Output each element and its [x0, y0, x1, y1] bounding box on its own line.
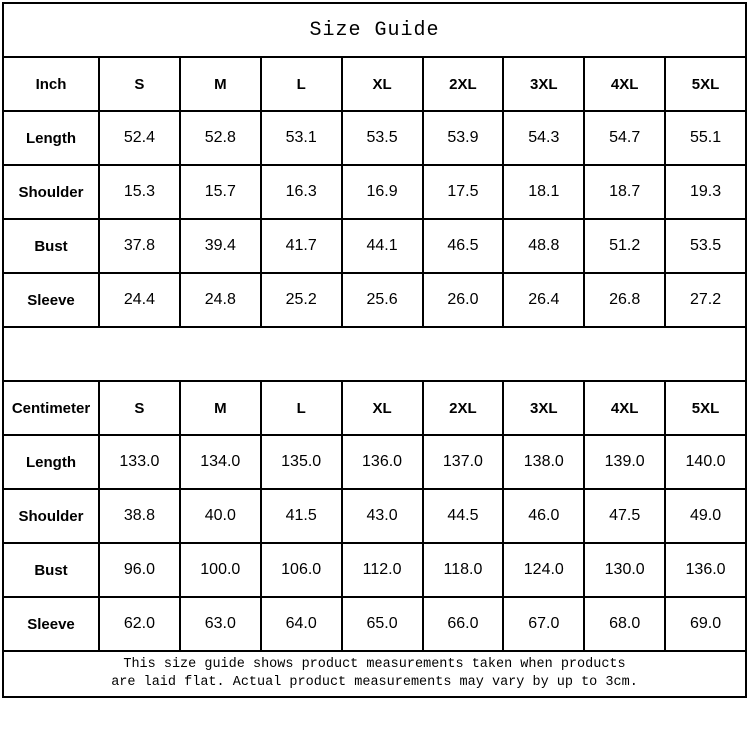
- measurement-value-cell: 63.0: [180, 597, 261, 651]
- measurement-value-cell: 25.2: [261, 273, 342, 327]
- measurement-value-cell: 138.0: [503, 435, 584, 489]
- measurement-row: [3, 489, 746, 543]
- size-column-header: 4XL: [584, 57, 665, 111]
- measurement-value-cell: 53.9: [423, 111, 504, 165]
- measurement-value-cell: 62.0: [99, 597, 180, 651]
- measurement-value-cell: 65.0: [342, 597, 423, 651]
- footer-row: [3, 651, 746, 697]
- spacer-row: [3, 327, 746, 381]
- size-column-header: M: [180, 381, 261, 435]
- unit-label-cell: Centimeter: [3, 381, 99, 435]
- measurement-value-cell: 40.0: [180, 489, 261, 543]
- size-header-row: [3, 57, 746, 111]
- size-column-header: 2XL: [423, 57, 504, 111]
- measurement-value-cell: 135.0: [261, 435, 342, 489]
- measurement-value-cell: 54.3: [503, 111, 584, 165]
- size-column-header: 5XL: [665, 381, 746, 435]
- measurement-value-cell: 24.4: [99, 273, 180, 327]
- size-column-header: S: [99, 57, 180, 111]
- measurement-label-cell: Length: [3, 435, 99, 489]
- size-column-header: S: [99, 381, 180, 435]
- measurement-value-cell: 133.0: [99, 435, 180, 489]
- measurement-value-cell: 44.1: [342, 219, 423, 273]
- measurement-value-cell: 118.0: [423, 543, 504, 597]
- measurement-value-cell: 69.0: [665, 597, 746, 651]
- measurement-value-cell: 26.8: [584, 273, 665, 327]
- measurement-value-cell: 112.0: [342, 543, 423, 597]
- size-guide-table: [2, 2, 747, 698]
- measurement-value-cell: 136.0: [342, 435, 423, 489]
- measurement-label-cell: Shoulder: [3, 165, 99, 219]
- measurement-label-cell: Sleeve: [3, 273, 99, 327]
- size-column-header: L: [261, 381, 342, 435]
- measurement-value-cell: 51.2: [584, 219, 665, 273]
- measurement-value-cell: 130.0: [584, 543, 665, 597]
- measurement-row: [3, 165, 746, 219]
- measurement-value-cell: 26.4: [503, 273, 584, 327]
- measurement-value-cell: 140.0: [665, 435, 746, 489]
- unit-label-cell: Inch: [3, 57, 99, 111]
- size-column-header: XL: [342, 57, 423, 111]
- measurement-value-cell: 139.0: [584, 435, 665, 489]
- footer-note: [3, 651, 746, 697]
- measurement-value-cell: 66.0: [423, 597, 504, 651]
- title-section: [3, 3, 746, 57]
- measurement-value-cell: 134.0: [180, 435, 261, 489]
- size-column-header: XL: [342, 381, 423, 435]
- measurement-value-cell: 55.1: [665, 111, 746, 165]
- size-column-header: 4XL: [584, 381, 665, 435]
- size-column-header: 3XL: [503, 381, 584, 435]
- measurement-row: [3, 597, 746, 651]
- measurement-value-cell: 18.1: [503, 165, 584, 219]
- measurement-value-cell: 24.8: [180, 273, 261, 327]
- inch-table-body: [3, 57, 746, 327]
- size-column-header: M: [180, 57, 261, 111]
- size-column-header: 3XL: [503, 57, 584, 111]
- title-row: [3, 3, 746, 57]
- measurement-value-cell: 53.5: [665, 219, 746, 273]
- measurement-value-cell: 106.0: [261, 543, 342, 597]
- measurement-value-cell: 68.0: [584, 597, 665, 651]
- measurement-value-cell: 25.6: [342, 273, 423, 327]
- measurement-value-cell: 18.7: [584, 165, 665, 219]
- footer-note-line-1: This size guide shows product measurements taken when products: [123, 657, 626, 672]
- measurement-value-cell: 100.0: [180, 543, 261, 597]
- measurement-value-cell: 53.5: [342, 111, 423, 165]
- measurement-value-cell: 64.0: [261, 597, 342, 651]
- measurement-value-cell: 15.3: [99, 165, 180, 219]
- measurement-value-cell: 137.0: [423, 435, 504, 489]
- measurement-label-cell: Bust: [3, 219, 99, 273]
- measurement-row: [3, 273, 746, 327]
- measurement-value-cell: 47.5: [584, 489, 665, 543]
- measurement-value-cell: 16.3: [261, 165, 342, 219]
- measurement-value-cell: 124.0: [503, 543, 584, 597]
- measurement-value-cell: 49.0: [665, 489, 746, 543]
- measurement-value-cell: 19.3: [665, 165, 746, 219]
- measurement-value-cell: 38.8: [99, 489, 180, 543]
- measurement-value-cell: 17.5: [423, 165, 504, 219]
- measurement-value-cell: 136.0: [665, 543, 746, 597]
- measurement-value-cell: 37.8: [99, 219, 180, 273]
- measurement-value-cell: 52.8: [180, 111, 261, 165]
- measurement-value-cell: 41.7: [261, 219, 342, 273]
- size-column-header: L: [261, 57, 342, 111]
- measurement-value-cell: 46.0: [503, 489, 584, 543]
- measurement-row: [3, 219, 746, 273]
- measurement-value-cell: 54.7: [584, 111, 665, 165]
- measurement-row: [3, 543, 746, 597]
- measurement-value-cell: 48.8: [503, 219, 584, 273]
- size-header-row: [3, 381, 746, 435]
- measurement-value-cell: 26.0: [423, 273, 504, 327]
- cm-table-body: [3, 381, 746, 651]
- measurement-value-cell: 15.7: [180, 165, 261, 219]
- measurement-value-cell: 39.4: [180, 219, 261, 273]
- footer-section: [3, 651, 746, 697]
- measurement-label-cell: Length: [3, 111, 99, 165]
- measurement-label-cell: Bust: [3, 543, 99, 597]
- spacer-section: [3, 327, 746, 381]
- spacer-cell: [3, 327, 746, 381]
- measurement-value-cell: 27.2: [665, 273, 746, 327]
- size-column-header: 2XL: [423, 381, 504, 435]
- page-title: Size Guide: [3, 3, 746, 57]
- measurement-row: [3, 435, 746, 489]
- measurement-value-cell: 53.1: [261, 111, 342, 165]
- measurement-row: [3, 111, 746, 165]
- measurement-value-cell: 46.5: [423, 219, 504, 273]
- measurement-value-cell: 16.9: [342, 165, 423, 219]
- measurement-value-cell: 41.5: [261, 489, 342, 543]
- footer-note-line-2: are laid flat. Actual product measurements may vary by up to 3cm.: [111, 675, 638, 690]
- measurement-label-cell: Sleeve: [3, 597, 99, 651]
- measurement-label-cell: Shoulder: [3, 489, 99, 543]
- measurement-value-cell: 52.4: [99, 111, 180, 165]
- measurement-value-cell: 67.0: [503, 597, 584, 651]
- size-column-header: 5XL: [665, 57, 746, 111]
- measurement-value-cell: 96.0: [99, 543, 180, 597]
- measurement-value-cell: 43.0: [342, 489, 423, 543]
- measurement-value-cell: 44.5: [423, 489, 504, 543]
